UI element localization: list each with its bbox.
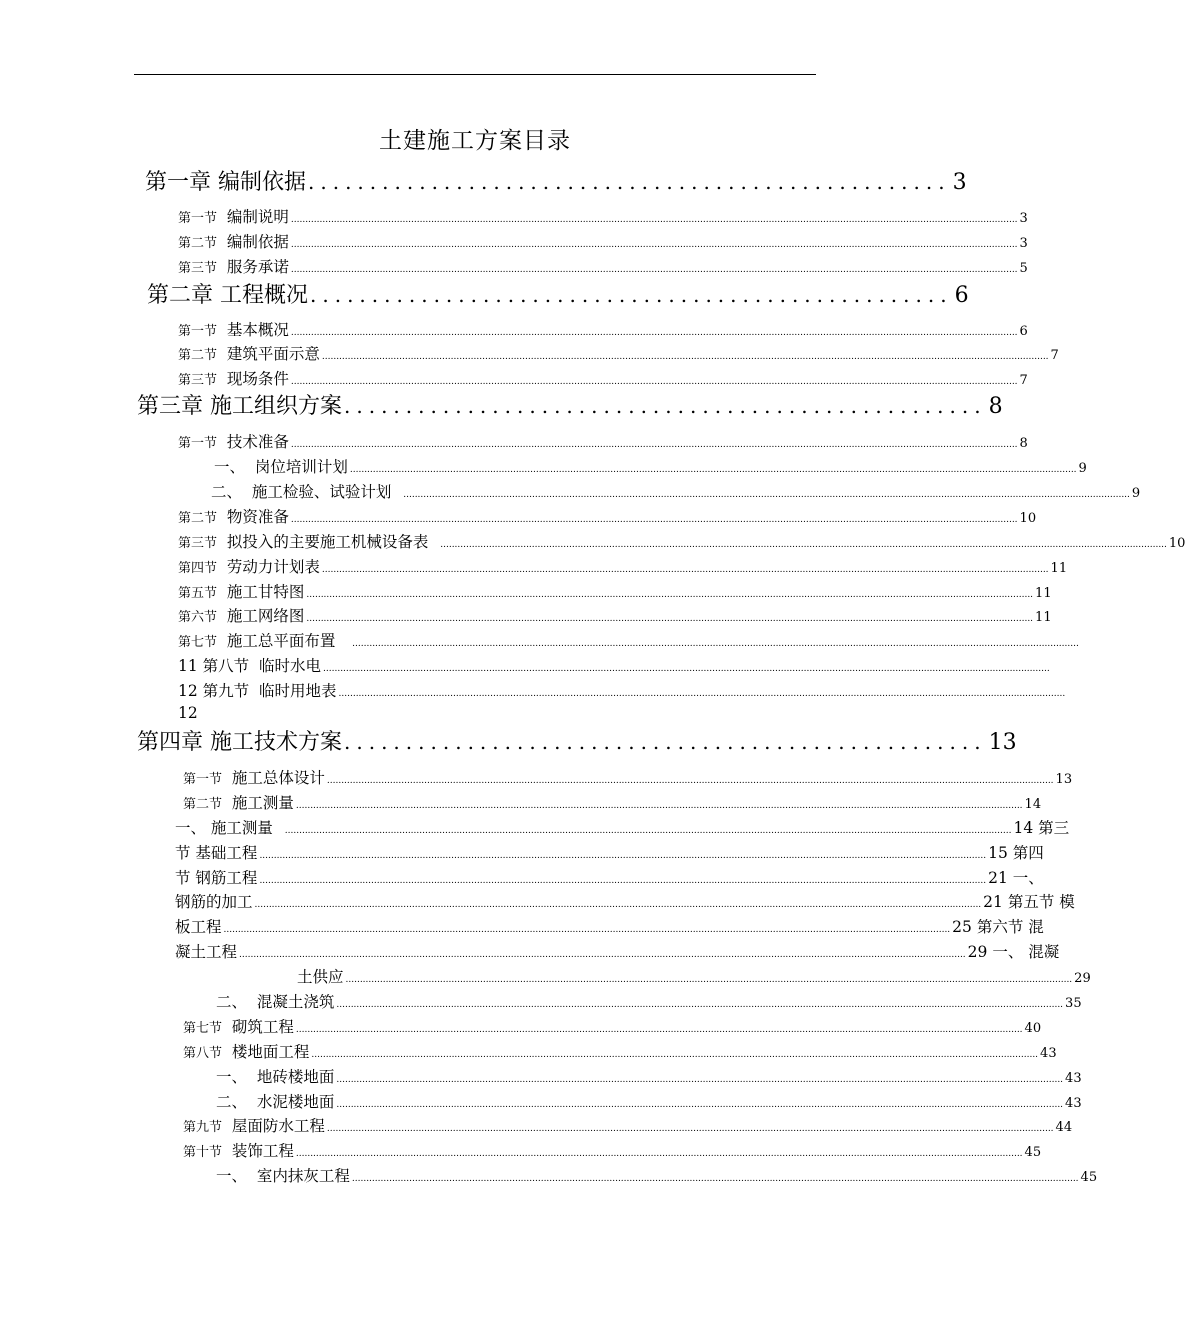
toc-wrapped-line[interactable] (175, 866, 1044, 888)
toc-section-tag: 一、 (216, 1167, 248, 1185)
toc-section-lead: 11 第八节 (178, 657, 250, 675)
toc-section-label: 室内抹灰工程 (256, 1167, 350, 1185)
toc-subsection[interactable] (216, 1164, 1098, 1186)
toc-leader: .............................................................................................................................................................................................................................................................. (403, 490, 1130, 500)
toc-section-tag: 第七节 (183, 1021, 223, 1036)
toc-leader: .............................................................................................................................................................................................................................................................. (295, 801, 1023, 811)
toc-chapter-1[interactable] (145, 165, 967, 195)
toc-section-tag: 第二节 (178, 348, 218, 363)
toc-wrapped-right: 15 第四 (988, 844, 1044, 862)
toc-wrapped-right: 21 一、 (988, 869, 1044, 887)
toc-section-label: 编制说明 (226, 208, 289, 226)
toc-leader: .............................................................................................................................................................................................................................................................. (239, 950, 966, 960)
toc-section[interactable] (178, 580, 1052, 602)
toc-wrapped-left: 节 钢筋工程 (175, 869, 258, 887)
toc-leader: .............................................................................................................................................................................................................................................................. (338, 689, 1066, 699)
toc-page-number: 13 (1055, 772, 1073, 787)
toc-leader: .............................................................................................................................................................................................................................................................. (295, 1149, 1023, 1159)
toc-section-tag: 第七节 (178, 635, 218, 650)
toc-page-number: 9 (1078, 461, 1087, 476)
toc-section[interactable] (178, 255, 1028, 277)
toc-section[interactable] (178, 629, 1079, 651)
toc-leader: .............................................................................................................................................................................................................................................................. (223, 925, 951, 935)
toc-leader: .............................................................................................................................................................................................................................................................. (306, 614, 1034, 624)
toc-page-number: 6 (954, 283, 969, 308)
toc-page-number: 14 (1024, 797, 1042, 812)
toc-section[interactable] (178, 654, 1050, 676)
toc-section-label: 楼地面工程 (231, 1043, 310, 1061)
toc-wrapped-line[interactable] (175, 940, 1060, 962)
toc-wrapped-left: 一、 施工测量 (175, 819, 273, 837)
toc-wrapped-line[interactable] (175, 915, 1044, 937)
toc-leader: .............................................................................................................................................................................................................................................................. (345, 975, 1073, 985)
toc-wrapped-left: 土供应 (297, 968, 344, 986)
toc-section-label: 临时水电 (259, 657, 322, 675)
toc-page-number: 3 (1019, 211, 1028, 226)
toc-section-label: 施工总平面布置 (226, 632, 336, 650)
toc-section-label: 物资准备 (226, 508, 289, 526)
toc-section[interactable] (183, 791, 1042, 813)
toc-section-tag: 第一节 (183, 772, 223, 787)
toc-leader: .............................................................................................................................................................................................................................................................. (290, 377, 1018, 387)
toc-section[interactable] (178, 679, 1066, 701)
toc-section-tag: 第六节 (178, 610, 218, 625)
toc-section[interactable] (183, 1114, 1073, 1136)
toc-leader: .............................................................................................................................................................................................................................................................. (290, 328, 1018, 338)
toc-page-number: 3 (952, 170, 967, 195)
toc-leader: .............................................................................................................................................................................................................................................................. (290, 440, 1018, 450)
toc-leader: .............................................................................................................................................................................................................................................................. (336, 1075, 1064, 1085)
toc-leader: .............................................................................................................................................................................................................................................................. (440, 540, 1167, 550)
toc-wrapped-left: 凝土工程 (175, 943, 238, 961)
toc-section-label: 施工总体设计 (231, 769, 325, 787)
toc-section-label: 施工甘特图 (226, 583, 305, 601)
toc-chapter-3[interactable] (137, 389, 1003, 419)
toc-chapter-label: 第四章 施工技术方案 (137, 730, 342, 755)
toc-section[interactable] (183, 1040, 1057, 1062)
toc-wrapped-right: 14 第三 (1013, 819, 1070, 837)
toc-wrapped-left: 板工程 (175, 918, 222, 936)
toc-section-label: 装饰工程 (231, 1142, 294, 1160)
toc-wrapped-right: 29 一、 混凝 (967, 943, 1060, 961)
toc-page-number: 12 (178, 704, 198, 722)
toc-chapter-label: 第二章 工程概况 (147, 283, 308, 308)
toc-section[interactable] (183, 1139, 1042, 1161)
toc-section-tag: 第十节 (183, 1145, 223, 1160)
toc-section-lead: 12 第九节 (178, 682, 250, 700)
toc-leader: .............................................................................................................................................................................................................................................................. (254, 900, 982, 910)
toc-leader: .............................................................................................................................................................................................................................................................. (290, 265, 1018, 275)
toc-subsection[interactable] (214, 455, 1087, 477)
toc-leader: .................................................... (344, 730, 987, 754)
toc-section-label: 屋面防水工程 (231, 1117, 325, 1135)
toc-section-tag: 一、 (214, 458, 246, 476)
toc-page-number: 7 (1050, 348, 1059, 363)
toc-wrapped-right: 21 第五节 模 (983, 893, 1075, 911)
toc-section-tag: 第一节 (178, 211, 218, 226)
header-rule (134, 74, 816, 75)
toc-chapter-2[interactable] (147, 278, 969, 308)
toc-section[interactable] (178, 318, 1028, 340)
toc-section-label: 现场条件 (226, 370, 289, 388)
toc-section-label: 基本概况 (226, 321, 289, 339)
toc-page-number: 43 (1065, 1096, 1082, 1111)
toc-section-label: 劳动力计划表 (226, 558, 320, 576)
toc-section-label: 砌筑工程 (231, 1018, 294, 1036)
toc-wrapped-left: 钢筋的加工 (175, 893, 253, 911)
toc-section-label: 水泥楼地面 (256, 1093, 335, 1111)
toc-chapter-label: 第三章 施工组织方案 (137, 394, 342, 419)
toc-section[interactable] (178, 230, 1028, 252)
toc-section-tag: 二、 (216, 993, 248, 1011)
toc-leader: .............................................................................................................................................................................................................................................................. (284, 826, 1012, 836)
toc-section-tag: 第二节 (178, 511, 218, 526)
toc-leader: .............................................................................................................................................................................................................................................................. (351, 1174, 1079, 1184)
toc-section-tag: 第二节 (183, 797, 223, 812)
toc-leader: .................................................... (308, 170, 951, 194)
toc-section-tag: 第九节 (183, 1120, 223, 1135)
toc-leader: .............................................................................................................................................................................................................................................................. (326, 776, 1054, 786)
toc-page-number: 11 (1035, 586, 1052, 601)
toc-section[interactable] (178, 555, 1068, 577)
toc-page-number: 7 (1019, 373, 1028, 388)
toc-subsection[interactable] (216, 1065, 1082, 1087)
toc-page-number: 8 (1019, 436, 1028, 451)
toc-section-tag: 第三节 (178, 536, 218, 551)
toc-leader: .............................................................................................................................................................................................................................................................. (336, 1100, 1064, 1110)
toc-page-number: 44 (1055, 1120, 1073, 1135)
toc-leader: .............................................................................................................................................................................................................................................................. (295, 1025, 1023, 1035)
toc-section[interactable] (183, 1015, 1042, 1037)
toc-section-tag: 第三节 (178, 373, 218, 388)
toc-chapter-label: 第一章 编制依据 (145, 170, 306, 195)
toc-section[interactable] (178, 505, 1037, 527)
toc-section[interactable] (178, 604, 1052, 626)
toc-leader: .............................................................................................................................................................................................................................................................. (290, 240, 1018, 250)
toc-page-number: 35 (1065, 996, 1082, 1011)
toc-section-label: 岗位培训计划 (254, 458, 348, 476)
toc-leader: .............................................................................................................................................................................................................................................................. (321, 352, 1049, 362)
toc-page-number: 13 (988, 730, 1017, 755)
toc-section[interactable] (183, 766, 1073, 788)
toc-section-label: 施工测量 (231, 794, 294, 812)
toc-wrapped-left: 节 基础工程 (175, 844, 258, 862)
toc-page-number: 5 (1019, 261, 1028, 276)
toc-leader: .............................................................................................................................................................................................................................................................. (326, 1124, 1054, 1134)
toc-leader: .............................................................................................................................................................................................................................................................. (352, 639, 1079, 649)
toc-section-label: 建筑平面示意 (226, 345, 320, 363)
toc-page-number: 10 (1168, 536, 1185, 551)
toc-page-number: 10 (1019, 511, 1037, 526)
toc-section-label: 施工检验、试验计划 (251, 483, 392, 501)
toc-section-label: 拟投入的主要施工机械设备表 (226, 533, 429, 551)
toc-section[interactable] (178, 205, 1028, 227)
toc-wrapped-line[interactable] (297, 965, 1091, 987)
toc-leader: .............................................................................................................................................................................................................................................................. (321, 565, 1049, 575)
toc-section-label: 地砖楼地面 (256, 1068, 335, 1086)
toc-page-number: 11 (1050, 561, 1068, 576)
toc-subsection[interactable] (211, 480, 1141, 502)
toc-wrapped-line[interactable] (175, 841, 1044, 863)
toc-section-label: 技术准备 (226, 433, 289, 451)
toc-section[interactable] (178, 530, 1185, 552)
document-title: 土建施工方案目录 (379, 128, 571, 154)
toc-section-tag: 二、 (211, 483, 243, 501)
toc-leader: .............................................................................................................................................................................................................................................................. (311, 1050, 1039, 1060)
toc-wrapped-line[interactable] (175, 816, 1070, 838)
toc-page-number: 40 (1024, 1021, 1042, 1036)
toc-section-label: 编制依据 (226, 233, 289, 251)
toc-section-tag: 第三节 (178, 261, 218, 276)
toc-subsection[interactable] (216, 1090, 1082, 1112)
toc-leader: .................................................... (344, 394, 987, 418)
toc-wrapped-line[interactable] (175, 890, 1075, 912)
toc-leader: .............................................................................................................................................................................................................................................................. (323, 664, 1050, 674)
toc-leader: .............................................................................................................................................................................................................................................................. (290, 515, 1018, 525)
toc-section-tag: 二、 (216, 1093, 248, 1111)
toc-section[interactable] (178, 367, 1028, 389)
toc-section-tag: 第二节 (178, 236, 218, 251)
toc-wrapped-right: 29 (1074, 971, 1091, 986)
toc-page-number: 8 (988, 394, 1003, 419)
toc-section-label: 施工网络图 (226, 607, 305, 625)
toc-page-number: 3 (1019, 236, 1028, 251)
toc-page-number: 45 (1024, 1145, 1042, 1160)
toc-page-number: 43 (1065, 1071, 1082, 1086)
toc-page-number: 43 (1040, 1046, 1057, 1061)
toc-leader: .............................................................................................................................................................................................................................................................. (259, 851, 987, 861)
toc-section-tag: 第八节 (183, 1046, 223, 1061)
toc-section-tag: 第四节 (178, 561, 218, 576)
toc-page-number: 6 (1019, 324, 1028, 339)
toc-section[interactable] (178, 342, 1059, 364)
toc-chapter-4[interactable] (137, 725, 1017, 755)
toc-leader: .............................................................................................................................................................................................................................................................. (259, 876, 987, 886)
toc-section-label: 临时用地表 (259, 682, 337, 700)
toc-wrapped-right: 25 第六节 混 (952, 918, 1044, 936)
toc-section-tag: 第一节 (178, 436, 218, 451)
toc-section-label: 服务承诺 (226, 258, 289, 276)
toc-leader: .................................................... (310, 283, 953, 307)
toc-section-tag: 第一节 (178, 324, 218, 339)
toc-section-tag: 第五节 (178, 586, 218, 601)
toc-section-tag: 一、 (216, 1068, 248, 1086)
toc-page-number: 9 (1131, 486, 1141, 501)
toc-leader: .............................................................................................................................................................................................................................................................. (290, 215, 1018, 225)
toc-section-label: 混凝土浇筑 (256, 993, 335, 1011)
toc-page-number: 45 (1080, 1170, 1098, 1185)
toc-page-number: 11 (1035, 610, 1052, 625)
toc-subsection[interactable] (216, 990, 1082, 1012)
toc-leader: .............................................................................................................................................................................................................................................................. (306, 590, 1034, 600)
toc-leader: .............................................................................................................................................................................................................................................................. (349, 465, 1077, 475)
toc-leader: .............................................................................................................................................................................................................................................................. (336, 1000, 1064, 1010)
toc-section[interactable] (178, 430, 1028, 452)
